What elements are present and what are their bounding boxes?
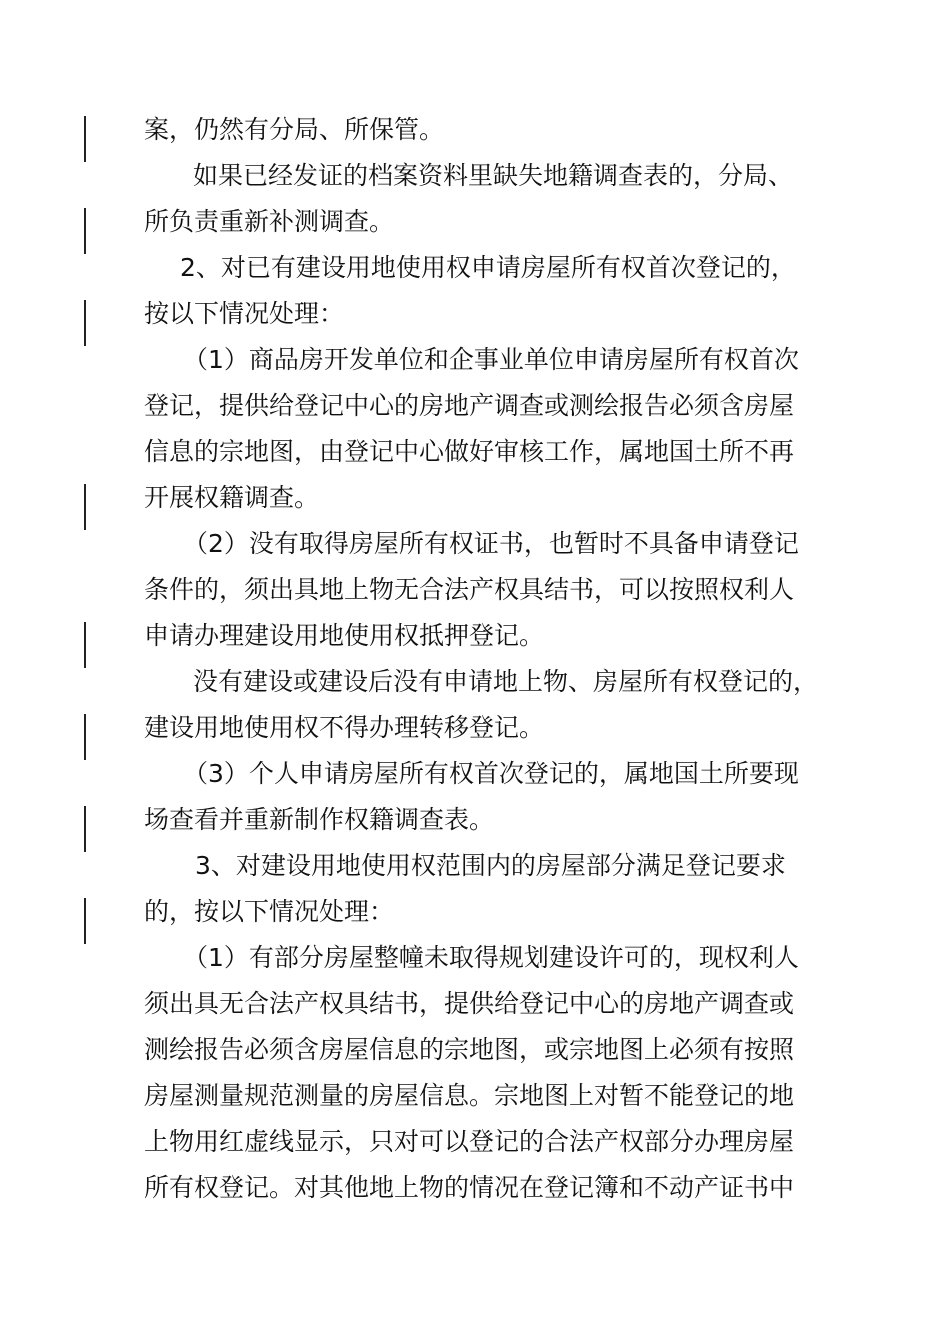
text-line: 开展权籍调查。 — [144, 483, 320, 512]
text-line: 场查看并重新制作权籍调查表。 — [144, 805, 495, 834]
text-line: 如果已经发证的档案资料里缺失地籍调查表的，分局、 — [193, 161, 794, 190]
text-line: 房屋测量规范测量的房屋信息。宗地图上对暂不能登记的地 — [144, 1081, 795, 1110]
text-line: （1）有部分房屋整幢未取得规划建设许可的，现权利人 — [183, 943, 799, 972]
text-line: 上物用红虚线显示，只对可以登记的合法产权部分办理房屋 — [144, 1127, 795, 1156]
text-line: 条件的，须出具地上物无合法产权具结书，可以按照权利人 — [144, 575, 795, 604]
text-line: （1）商品房开发单位和企事业单位申请房屋所有权首次 — [183, 345, 799, 374]
text-line: 2、对已有建设用地使用权申请房屋所有权首次登记的， — [180, 253, 796, 282]
text-line: （2）没有取得房屋所有权证书，也暂时不具备申请登记 — [183, 529, 799, 558]
text-line: 所负责重新补测调查。 — [144, 207, 395, 236]
text-line: 建设用地使用权不得办理转移登记。 — [144, 713, 545, 742]
text-line: 登记，提供给登记中心的房地产调查或测绘报告必须含房屋 — [144, 391, 795, 420]
text-line: 测绘报告必须含房屋信息的宗地图，或宗地图上必须有按照 — [144, 1035, 795, 1064]
text-line: 须出具无合法产权具结书，提供给登记中心的房地产调查或 — [144, 989, 795, 1018]
text-line: 没有建设或建设后没有申请地上物、房屋所有权登记的， — [193, 667, 819, 696]
text-line: 3、对建设用地使用权范围内的房屋部分满足登记要求 — [195, 851, 786, 880]
text-line: 所有权登记。对其他地上物的情况在登记簿和不动产证书中 — [144, 1173, 795, 1202]
text-line: 的，按以下情况处理： — [144, 897, 395, 926]
text-line: 申请办理建设用地使用权抵押登记。 — [144, 621, 545, 650]
text-line: 按以下情况处理： — [144, 299, 345, 328]
text-line: 信息的宗地图，由登记中心做好审核工作，属地国土所不再 — [144, 437, 795, 466]
text-line: 案，仍然有分局、所保管。 — [144, 115, 445, 144]
text-line: （3）个人申请房屋所有权首次登记的，属地国土所要现 — [183, 759, 799, 788]
